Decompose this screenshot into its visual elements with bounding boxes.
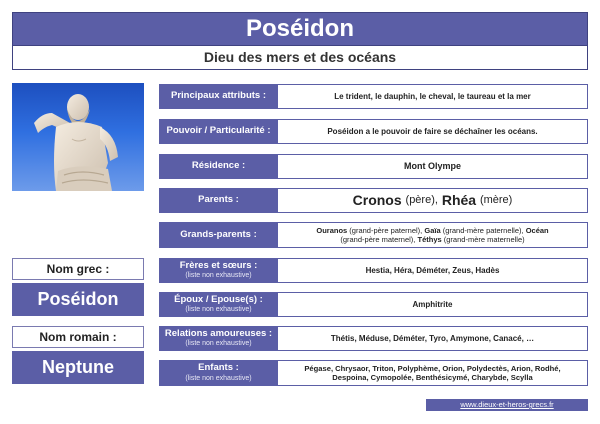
value-siblings: Hestia, Héra, Déméter, Zeus, Hadès (278, 258, 588, 283)
greek-name-label: Nom grec : (12, 258, 144, 280)
grandparent-2-note: (grand-mère paternelle), (442, 225, 524, 235)
parent-father-note: (père) (405, 193, 435, 206)
parent-mother: Rhéa (441, 191, 477, 208)
parent-separator: , (434, 193, 438, 206)
grandparent-1-note: (grand-père paternel), (349, 225, 423, 235)
value-lovers: Thétis, Méduse, Déméter, Tyro, Amymone, Canacé, … (278, 326, 588, 351)
value-spouses: Amphitrite (278, 292, 588, 317)
label-spouses: Époux / Epouse(s) : (174, 293, 263, 305)
row-grandparents (159, 222, 588, 248)
value-residence: Mont Olympe (278, 154, 588, 179)
label-power: Pouvoir / Particularité : (166, 125, 271, 137)
row-power (159, 119, 588, 144)
value-power: Poséidon a le pouvoir de faire se déchaîner les océans. (278, 119, 588, 144)
roman-name-label: Nom romain : (12, 326, 144, 348)
label-siblings-note: (liste non exhaustive) (185, 272, 252, 280)
parent-mother-note: (mère) (479, 193, 513, 206)
row-parents (159, 188, 588, 213)
label-children: Enfants : (198, 362, 239, 374)
value-parents (278, 188, 588, 213)
label-grandparents: Grands-parents : (180, 228, 257, 240)
children-line-2: Despoina, Cymopolée, Benthésicymé, Charybde, Scylla (332, 373, 533, 382)
website-link[interactable]: www.dieux-et-heros-grecs.fr (426, 399, 588, 411)
label-siblings: Frères et sœurs : (179, 259, 258, 271)
row-children (159, 360, 588, 386)
row-siblings (159, 258, 588, 283)
statue-photo (12, 83, 144, 191)
grandparent-1: Ouranos (316, 225, 348, 235)
children-line-1: Pégase, Chrysaor, Triton, Polyphème, Orion, Polydectès, Arion, Rodhé, (304, 363, 561, 373)
statue-image (12, 83, 144, 191)
page-title: Poséidon (12, 12, 588, 46)
roman-name-value: Neptune (12, 351, 144, 384)
row-attributes (159, 84, 588, 109)
greek-name-value: Poséidon (12, 283, 144, 316)
label-attributes: Principaux attributs : (170, 90, 266, 102)
label-residence: Résidence : (191, 160, 246, 172)
grandparent-3-note: (grand-père maternel), (340, 235, 416, 244)
value-grandparents (278, 222, 588, 248)
label-lovers-note: (liste non exhaustive) (185, 340, 252, 348)
grandparent-3: Océan (525, 225, 549, 235)
grandparent-4: Téthys (417, 235, 442, 244)
label-spouses-note: (liste non exhaustive) (185, 306, 252, 314)
label-lovers: Relations amoureuses : (164, 327, 273, 339)
parent-father: Cronos (352, 191, 402, 208)
row-spouses (159, 292, 588, 317)
label-children-note: (liste non exhaustive) (185, 374, 252, 382)
grandparent-4-note: (grand-mère maternelle) (443, 235, 525, 244)
row-lovers (159, 326, 588, 351)
grandparent-2: Gaïa (424, 225, 441, 235)
value-children (278, 360, 588, 386)
row-residence (159, 154, 588, 179)
label-parents: Parents : (198, 194, 239, 206)
page-subtitle: Dieu des mers et des océans (12, 46, 588, 70)
value-attributes: Le trident, le dauphin, le cheval, le taureau et la mer (278, 84, 588, 109)
